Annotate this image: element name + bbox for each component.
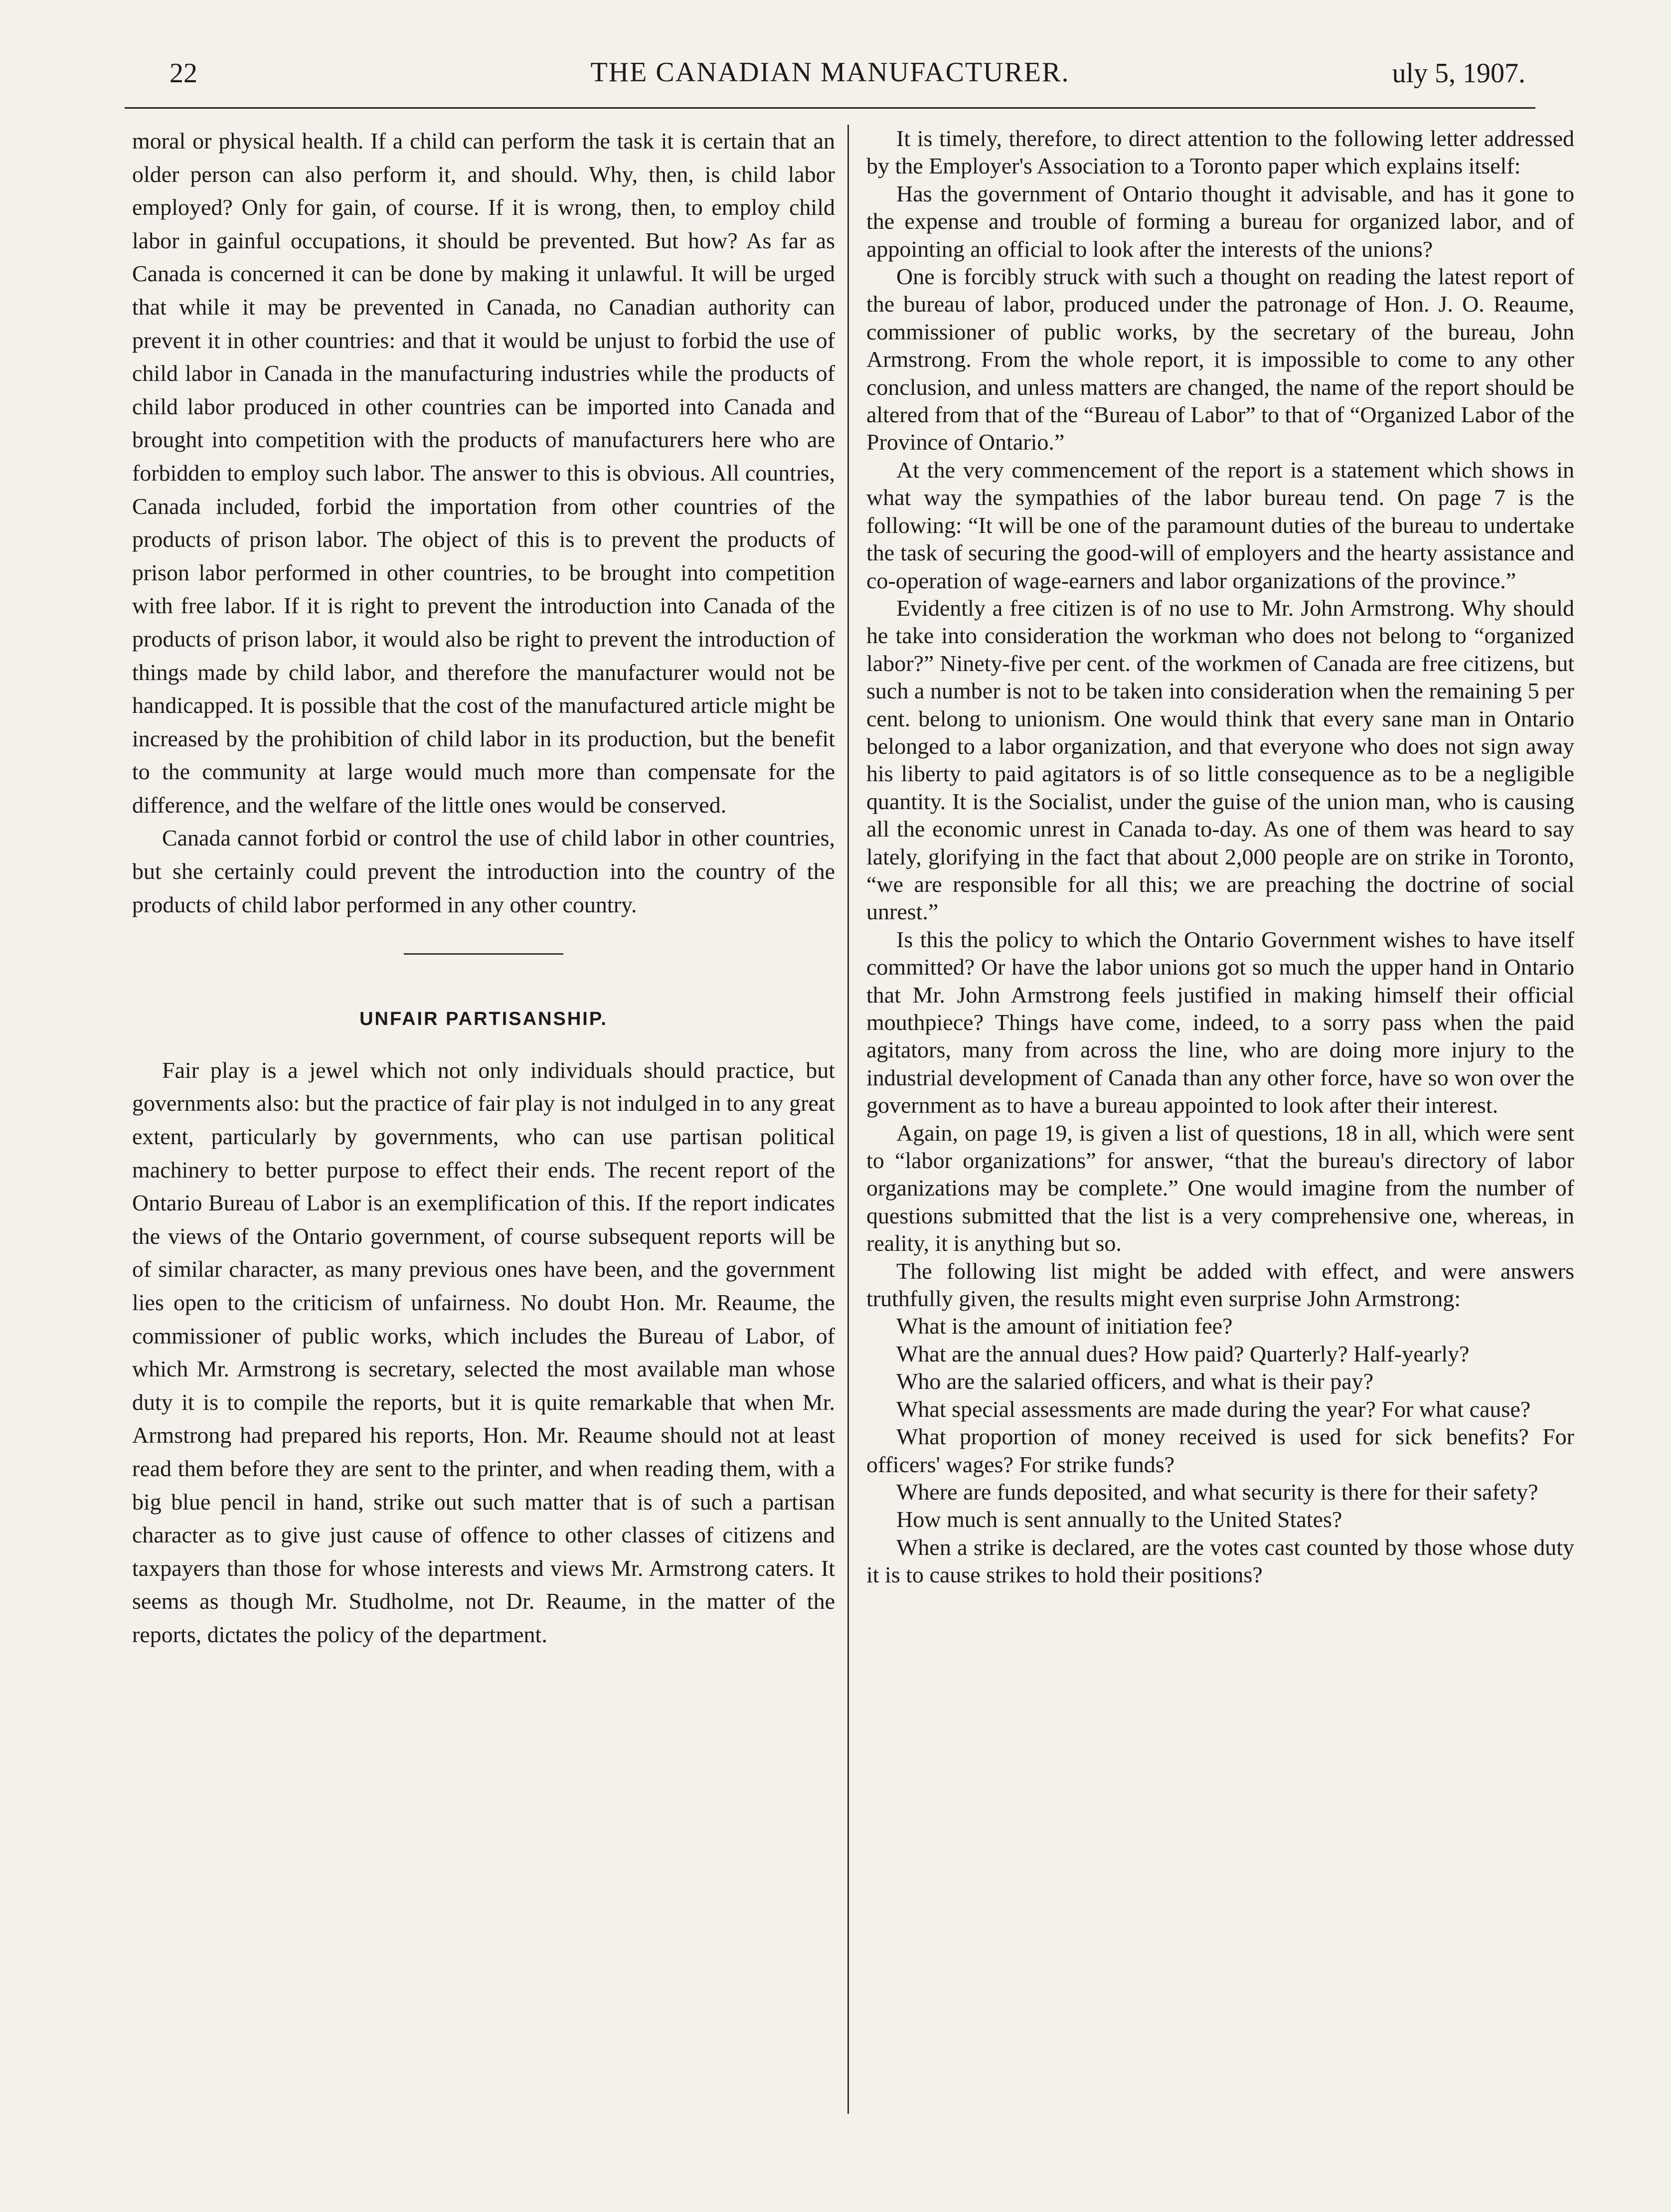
- article-paragraph: Fair play is a jewel which not only individuals should practice, but governments also: but the practice of fair play is not indulged in to any great extent, particularly by governments, who can use partisan political machinery to better purpose to effect their ends. The recent report of the Ontario Bureau of Labor is an exemplification of this. If the report indicates the views of the Ontario government, of course subsequent reports will be of similar character, as many previous ones have been, and the government lies open to the criticism of unfairness. No doubt Hon. Mr. Reaume, the commissioner of public works, which includes the Bureau of Labor, of which Mr. Armstrong is secretary, selected the most available man whose duty it is to compile the reports, but it is quite remarkable that when Mr. Armstrong had prepared his reports, Hon. Mr. Reaume should not at least read them before they are sent to the printer, and when reading them, with a big blue pencil in hand, strike out such matter that is of such a partisan character as to give just cause of offence to other classes of citizens and taxpayers than those for whose interests and views Mr. Armstrong caters. It seems as though Mr. Studholme, not Dr. Reaume, in the matter of the reports, dictates the policy of the department.: [132, 1057, 835, 1647]
- right-column: [866, 125, 1574, 1589]
- left-column: [132, 125, 835, 1652]
- question-item: How much is sent annually to the United States?: [896, 1507, 1342, 1532]
- section-heading: UNFAIR PARTISANSHIP.: [359, 1009, 608, 1030]
- letter-paragraph: The following list might be added with effect, and were answers truthfully given, the results might even surprise John Armstrong:: [866, 1258, 1574, 1312]
- letter-paragraph: Again, on page 19, is given a list of questions, 18 in all, which were sent to “labor organizations” for answer, “that the bureau's directory of labor organizations may be complete.” One would imagine from the number of questions submitted that the list is a very comprehensive one, whereas, in reality, it is anything but so.: [866, 1120, 1574, 1256]
- question-item: What is the amount of initiation fee?: [896, 1313, 1233, 1339]
- column-divider: [847, 125, 849, 2114]
- article-paragraph: It is timely, therefore, to direct attention to the following letter addressed by the Employer's Association to a Toronto paper which explains itself:: [866, 126, 1574, 179]
- question-item: What are the annual dues? How paid? Quarterly? Half-yearly?: [896, 1341, 1470, 1366]
- letter-paragraph: One is forcibly struck with such a thought on reading the latest report of the bureau of labor, produced under the patronage of Hon. J. O. Reaume, commissioner of public works, by the secretary of the bureau, John Armstrong. From the whole report, it is impossible to come to any other conclusion, and unless matters are changed, the name of the report should be altered from that of the “Bureau of Labor” to that of “Organized Labor of the Province of Ontario.”: [866, 264, 1574, 455]
- question-item: Who are the salaried officers, and what is their pay?: [896, 1368, 1374, 1394]
- question-item: What special assessments are made during the year? For what cause?: [896, 1396, 1531, 1422]
- publication-title: THE CANADIAN MANUFACTURER.: [590, 57, 1070, 88]
- page-header: [125, 47, 1535, 102]
- header-rule: [125, 107, 1535, 109]
- letter-paragraph: Evidently a free citizen is of no use to Mr. John Armstrong. Why should he take into consideration the workman who does not belong to “organized labor?” Ninety-five per cent. of the workmen of Canada are free citizens, but such a number is not to be taken into consideration when the remaining 5 per cent. belong to unionism. One would think that every sane man in Ontario belonged to a labor organization, and that everyone who does not sign away his liberty to paid agitators is of so little consequence as to be a negligible quantity. It is the Socialist, under the guise of the union man, who is causing all the economic unrest in Canada to-day. As one of them was heard to say lately, glorifying in the fact that about 2,000 people are on strike in Toronto, “we are responsible for all this; we are preaching the doctrine of social unrest.”: [866, 595, 1574, 925]
- article-paragraph: moral or physical health. If a child can perform the task it is certain that an older person can also perform it, and should. Why, then, is child labor employed? Only for gain, of course. If it is wrong, then, to employ child labor in gainful occupations, it should be prevented. But how? As far as Canada is concerned it can be done by making it unlawful. It will be urged that while it may be prevented in Canada, no Canadian authority can prevent it in other countries: and that it would be unjust to forbid the use of child labor in Canada in the manufacturing industries while the products of child labor produced in other countries can be imported into Canada and brought into competition with the products of manufacturers here who are forbidden to employ such labor. The answer to this is obvious. All countries, Canada included, forbid the importation from other countries of the products of prison labor. The object of this is to prevent the products of prison labor performed in other countries, to be brought into competition with free labor. If it is right to prevent the introduction into Canada of the products of prison labor, it would also be right to prevent the introduction of things made by child labor, and therefore the manufacturer would not be handicapped. It is possible that the cost of the manufactured article might be increased by the prohibition of child labor in its production, but the benefit to the community at large would much more than compensate for the difference, and the welfare of the little ones would be conserved.: [132, 128, 835, 818]
- question-item: When a strike is declared, are the votes cast counted by those whose duty it is to cause strikes to hold their positions?: [866, 1534, 1574, 1588]
- issue-date: uly 5, 1907.: [1392, 58, 1525, 89]
- question-item: What proportion of money received is used for sick benefits? For officers' wages? For strike funds?: [866, 1424, 1574, 1477]
- section-separator: [404, 953, 563, 955]
- letter-paragraph: Has the government of Ontario thought it advisable, and has it gone to the expense and trouble of forming a bureau for organized labor, and of appointing an official to look after the interests of the unions?: [866, 180, 1574, 262]
- article-paragraph: Canada cannot forbid or control the use of child labor in other countries, but she certainly could prevent the introduction into the country of the products of child labor performed in any other country.: [132, 825, 835, 917]
- question-item: Where are funds deposited, and what security is there for their safety?: [896, 1479, 1538, 1505]
- letter-paragraph: At the very commencement of the report is a statement which shows in what way the sympathies of the labor bureau tend. On page 7 is the following: “It will be one of the paramount duties of the bureau to undertake the task of securing the good-will of employers and the hearty assistance and co-operation of wage-earners and labor organizations of the province.”: [866, 457, 1574, 593]
- letter-paragraph: Is this the policy to which the Ontario Government wishes to have itself committed? Or have the labor unions got so much the upper hand in Ontario that Mr. John Armstrong feels justified in making himself their official mouthpiece? Things have come, indeed, to a sorry pass when the paid agitators, many from across the line, who are doing more injury to the industrial development of Canada than any other force, have so won over the government as to have a bureau appointed to look after their interest.: [866, 926, 1574, 1118]
- page-number: 22: [169, 58, 197, 89]
